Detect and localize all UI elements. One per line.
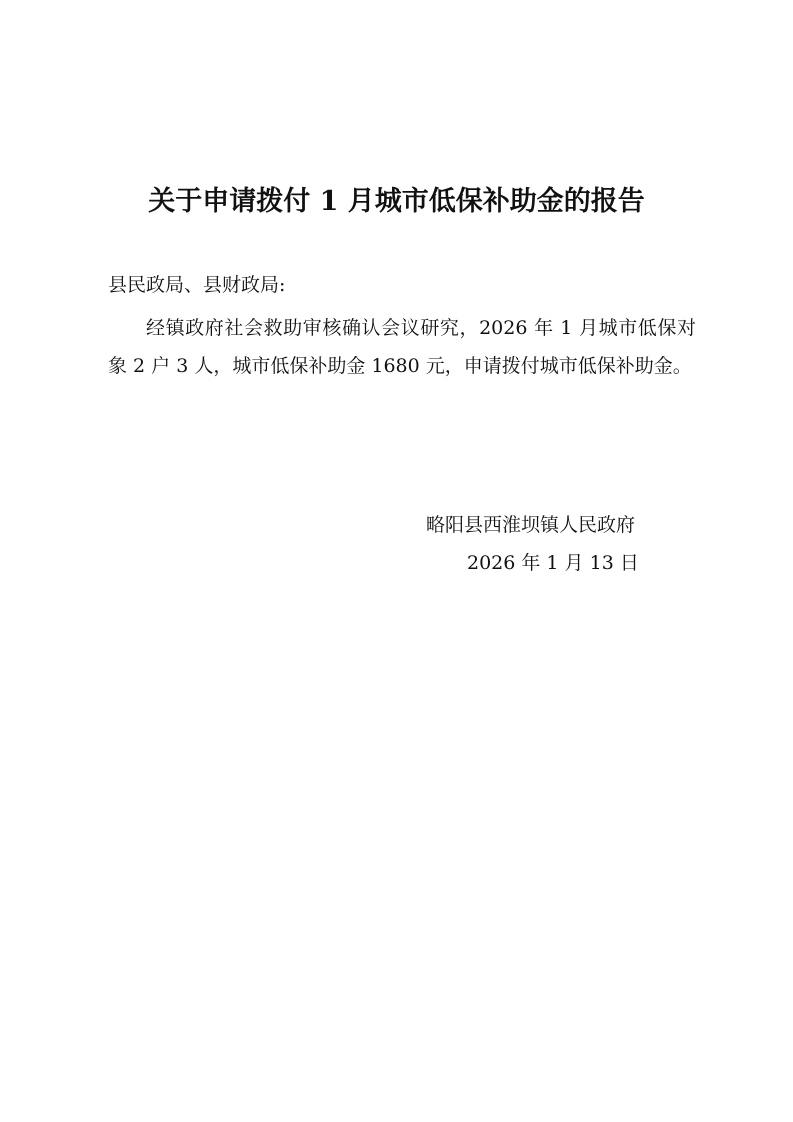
body-paragraph: 经镇政府社会救助审核确认会议研究，2026 年 1 月城市低保对象 2 户 3 人，城市低保补助金 1680 元，申请拨付城市低保补助金。 [108,317,696,377]
signature-organization: 略阳县西淮坝镇人民政府 [426,514,636,536]
salutation: 县民政局、县财政局: [108,274,286,296]
document-title: 关于申请拨付 1 月城市低保补助金的报告 [148,186,645,217]
document-date: 2026 年 1 月 13 日 [467,552,639,574]
